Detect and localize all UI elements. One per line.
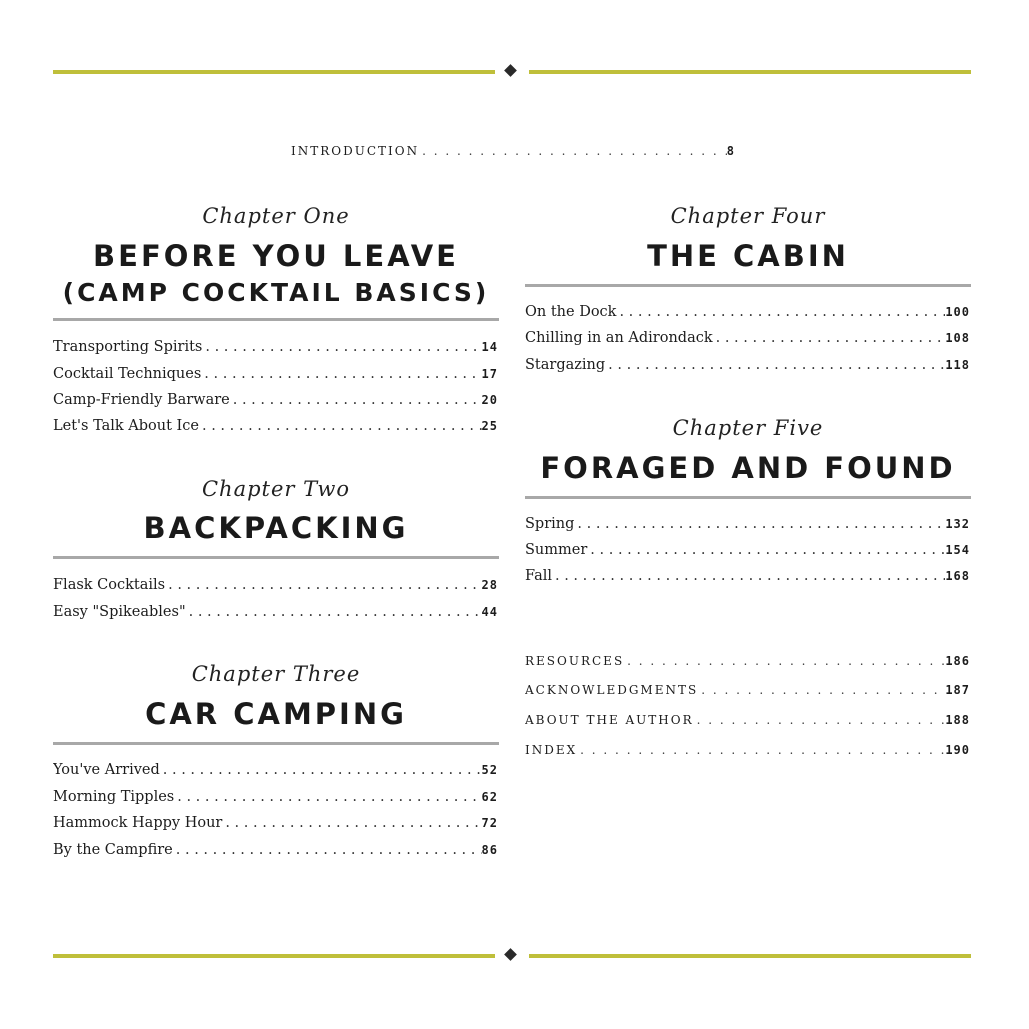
toc-back-matter[interactable] [525,713,970,733]
entry-page: 108 [945,331,970,345]
entry-page: 154 [945,543,970,557]
bottom-ornament-rule [53,948,971,964]
dot-leader [698,683,945,697]
rule-line-left [53,70,495,74]
entry-title: Camp-Friendly Barware [53,392,230,408]
chapter-four-divider [525,284,971,287]
entry-page: 188 [945,713,970,727]
toc-entry[interactable] [53,577,498,599]
chapter-four-title: THE CABIN [647,239,849,273]
entry-title: Stargazing [525,357,606,373]
dot-leader [552,568,945,584]
toc-entry[interactable] [53,842,498,864]
entry-title: Fall [525,568,552,584]
dot-leader [186,604,482,620]
entry-title: By the Campfire [53,842,173,858]
entry-page: 25 [481,419,498,433]
rule-line-right [529,70,971,74]
entry-title: Hammock Happy Hour [53,815,223,831]
toc-back-matter[interactable] [525,654,970,674]
entry-title: Spring [525,516,575,532]
entry-page: 132 [945,517,970,531]
chapter-five-title: FORAGED AND FOUND [540,451,956,485]
toc-entry[interactable] [525,516,970,538]
entry-page: 187 [945,683,970,697]
toc-entry[interactable] [525,357,970,379]
chapter-one-subtitle: (CAMP COCKTAIL BASICS) [62,278,490,307]
dot-leader [230,392,482,408]
toc-introduction[interactable] [291,144,735,158]
entry-title: Flask Cocktails [53,577,166,593]
toc-back-matter[interactable] [525,683,970,703]
chapter-five-label: Chapter Five [672,416,824,440]
toc-entry[interactable] [53,339,498,361]
chapter-three-divider [53,742,499,745]
chapter-one-title: BEFORE YOU LEAVE [93,239,459,273]
toc-entry[interactable] [525,568,970,590]
chapter-one-divider [53,318,499,321]
entry-page: 17 [481,367,498,381]
dot-leader [574,516,945,532]
diamond-icon [504,64,517,77]
entry-page: 72 [481,816,498,830]
entry-title: You've Arrived [53,762,160,778]
rule-line-right [529,954,971,958]
toc-entry[interactable] [53,392,498,414]
entry-title: On the Dock [525,304,617,320]
entry-page: 190 [945,743,970,757]
top-ornament-rule [53,64,971,80]
dot-leader [694,713,946,727]
entry-page: 62 [481,790,498,804]
entry-title: Transporting Spirits [53,339,203,355]
rule-line-left [53,954,495,958]
chapter-one-label: Chapter One [202,204,350,228]
toc-entry[interactable] [525,542,970,564]
dot-leader [199,418,482,434]
chapter-three-label: Chapter Three [191,662,361,686]
dot-leader [173,842,482,858]
dot-leader [713,330,946,346]
chapter-two-title: BACKPACKING [143,511,409,545]
dot-leader [419,144,727,158]
dot-leader [201,366,481,382]
toc-entry[interactable] [53,604,498,626]
chapter-four-label: Chapter Four [670,204,826,228]
entry-title: Chilling in an Adirondack [525,330,713,346]
entry-title: Let's Talk About Ice [53,418,199,434]
entry-title: INTRODUCTION [291,144,420,158]
toc-entry[interactable] [525,330,970,352]
dot-leader [577,743,945,757]
entry-title: Morning Tipples [53,789,175,805]
dot-leader [605,357,945,373]
entry-title: Easy "Spikeables" [53,604,186,620]
entry-page: 186 [945,654,970,668]
diamond-icon [504,948,517,961]
entry-page: 28 [481,578,498,592]
entry-page: 20 [481,393,498,407]
entry-title: INDEX [525,743,578,757]
entry-title: Summer [525,542,588,558]
toc-entry[interactable] [525,304,970,326]
entry-page: 8 [726,144,735,158]
chapter-three-title: CAR CAMPING [145,697,407,731]
chapter-two-label: Chapter Two [201,477,350,501]
chapter-two-divider [53,556,499,559]
entry-page: 168 [945,569,970,583]
toc-entry[interactable] [53,815,498,837]
dot-leader [202,339,481,355]
dot-leader [616,304,945,320]
toc-entry[interactable] [53,762,498,784]
dot-leader [587,542,945,558]
chapter-five-divider [525,496,971,499]
entry-title: Cocktail Techniques [53,366,202,382]
dot-leader [160,762,482,778]
toc-entry[interactable] [53,366,498,388]
dot-leader [624,654,945,668]
entry-page: 118 [945,358,970,372]
entry-page: 52 [481,763,498,777]
entry-page: 100 [945,305,970,319]
dot-leader [174,789,481,805]
dot-leader [222,815,481,831]
entry-title: ABOUT THE AUTHOR [525,713,694,727]
dot-leader [165,577,481,593]
toc-entry[interactable] [53,789,498,811]
entry-page: 86 [481,843,498,857]
entry-page: 14 [481,340,498,354]
toc-entry[interactable] [53,418,498,440]
entry-title: ACKNOWLEDGMENTS [525,683,699,697]
entry-title: RESOURCES [525,654,625,668]
entry-page: 44 [481,605,498,619]
toc-back-matter[interactable] [525,743,970,763]
